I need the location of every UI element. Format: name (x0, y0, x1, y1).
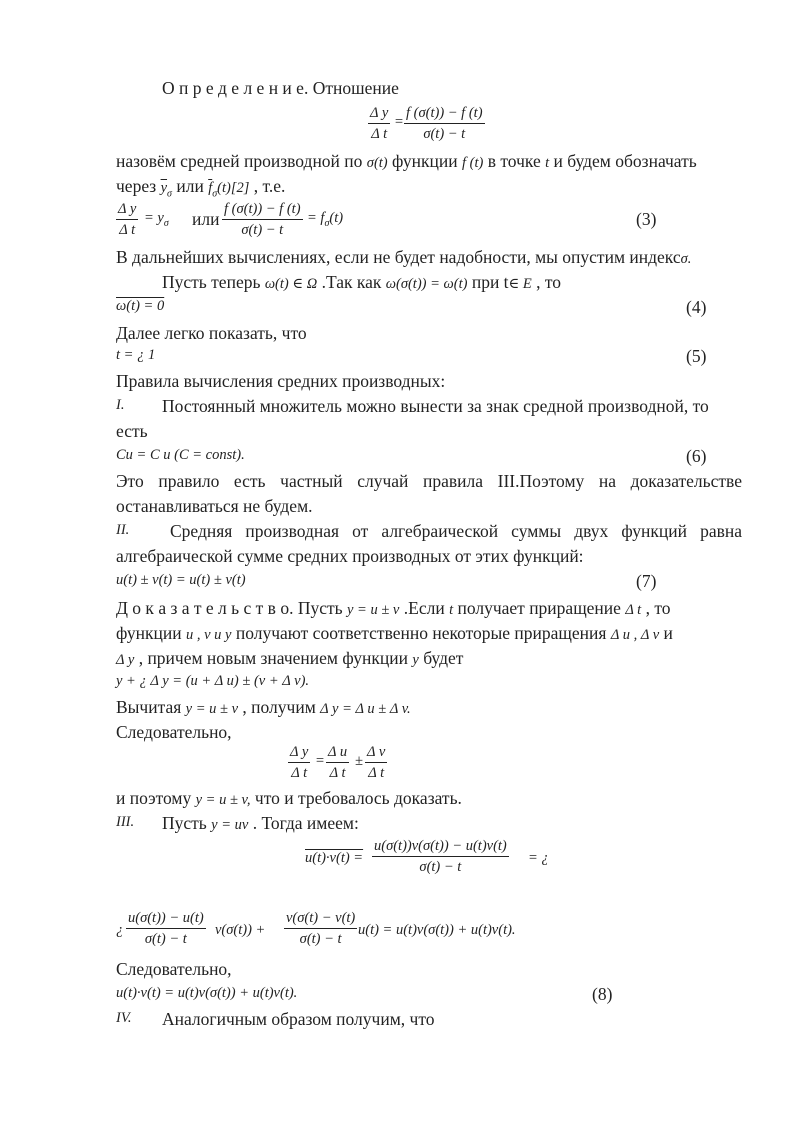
frac2-c (365, 744, 387, 782)
text: получают соответственно некоторые приращения (231, 623, 611, 643)
math: y = u ± v, (195, 792, 251, 808)
rule3-text (162, 812, 359, 836)
text: получает приращение (453, 598, 626, 618)
text: , получим (238, 697, 321, 717)
text: будет (418, 648, 464, 668)
text: и будем обозначать (549, 151, 697, 171)
math: y (412, 652, 419, 668)
math: ω(t) ∈ Ω (264, 276, 318, 292)
eq5-number: (5) (686, 346, 707, 366)
text: в точке (483, 151, 546, 171)
math: u , v u y (186, 627, 232, 643)
math: ω(σ(t)) = ω(t) (385, 276, 468, 292)
eq8: u(t)·v(t) = u(t)v(σ(t)) + u(t)v(t). (116, 985, 298, 1001)
plus-minus-sign: ± (355, 753, 363, 769)
paragraph-line: Это правило есть частный случай правила III.Поэтому на доказательстве (116, 471, 742, 491)
rule3-number: III. (116, 814, 135, 830)
text: при t (467, 272, 509, 292)
denominator: Δ t (119, 222, 136, 238)
text: Пусть (293, 598, 347, 618)
subscript: σ (167, 188, 172, 200)
paragraph-line: Правила вычисления средних производных: (116, 371, 446, 391)
subscript: σ (212, 188, 218, 200)
text: и поэтому (116, 788, 196, 808)
text: Пусть (162, 813, 212, 833)
paragraph-line (162, 271, 561, 295)
numerator: v(σ(t) − v(t) (284, 910, 357, 929)
paragraph-line (116, 246, 691, 270)
math: = y (144, 210, 164, 226)
eq-uv-lhs: u(t)·v(t) = (305, 850, 364, 866)
definition-fraction-lhs (368, 105, 390, 143)
text: , т.е. (249, 176, 286, 196)
text: В дальнейших вычислениях, если не будет надобности, мы опустим индекс (116, 247, 681, 267)
rule4-text: Аналогичным образом получим, что (162, 1009, 435, 1029)
proof-label: Д о к а з а т е л ь с т в о. (116, 598, 294, 618)
rule2-text: Средняя производная от алгебраической суммы двух функций равна (170, 521, 742, 541)
numerator: f (σ(t)) − f (t) (404, 105, 485, 124)
math: Δ u , Δ v (610, 627, 660, 643)
text: Пусть теперь (162, 272, 265, 292)
rule1-number: I. (116, 397, 125, 413)
equals-sign: = (394, 114, 404, 130)
math: σ(t) (366, 155, 388, 171)
eq3-lhs-fraction (116, 201, 138, 239)
paragraph-line: Следовательно, (116, 722, 232, 742)
eq-uv-fraction (372, 838, 509, 876)
frac2-a (288, 744, 310, 782)
paragraph-line (116, 787, 462, 811)
eq-long-fraction-1 (126, 910, 206, 948)
math: t (449, 602, 454, 618)
math: y = u ± v (347, 602, 400, 618)
denominator: Δ t (329, 765, 346, 781)
math: Δ y = Δ u ± Δ v. (320, 701, 411, 717)
text: , причем новым значением функции (134, 648, 413, 668)
text: Вычитая (116, 697, 186, 717)
paragraph-line (116, 696, 411, 720)
eq8-number: (8) (592, 984, 613, 1004)
numerator: u(σ(t))v(σ(t)) − u(t)v(t) (372, 838, 509, 857)
eq-uv-rest: = ¿ (528, 850, 549, 866)
denominator: σ(t) − t (241, 222, 284, 238)
paragraph-line (116, 622, 673, 646)
paragraph-line: Следовательно, (116, 959, 232, 979)
math: Δ y (116, 652, 135, 668)
eq-long-mid-2: u(t) = u(t)v(σ(t)) + u(t)v(t). (358, 922, 516, 938)
text: функции (116, 623, 186, 643)
subscript: σ (324, 217, 330, 229)
math: σ. (680, 251, 692, 267)
numerator: u(σ(t)) − u(t) (126, 910, 206, 929)
equals-sign: = (315, 753, 325, 769)
eq3-rhs-fraction (222, 201, 303, 239)
text: .Так как (317, 272, 386, 292)
definition-fraction-rhs (404, 105, 485, 143)
numerator: f (σ(t)) − f (t) (222, 201, 303, 220)
text: и (659, 623, 673, 643)
math: t (545, 155, 550, 171)
eq6-number: (6) (686, 446, 707, 466)
denominator: σ(t) − t (299, 931, 342, 947)
text: . Тогда имеем: (248, 813, 359, 833)
paragraph-line: алгебраической сумме средних производных от этих функций: (116, 546, 584, 566)
numerator: Δ v (365, 744, 387, 763)
numerator: Δ u (326, 744, 349, 763)
eq4-number: (4) (686, 297, 707, 317)
math: $\overline{f}$ (208, 180, 213, 196)
eq3-rhs-rest (307, 210, 343, 229)
math: y = u ± v (185, 701, 239, 717)
rule2-number: II. (116, 522, 130, 538)
text: через (116, 176, 161, 196)
text: , то (531, 272, 562, 292)
eq-y-increment: y + ¿ Δ y = (u + Δ u) ± (v + Δ v). (116, 673, 310, 689)
definition-text: Отношение (308, 78, 399, 98)
rule4-number: IV. (116, 1010, 132, 1026)
denominator: σ(t) − t (144, 931, 187, 947)
text: , то (641, 598, 671, 618)
eq3-lhs-rest (144, 210, 169, 229)
denominator: Δ t (291, 765, 308, 781)
denominator: σ(t) − t (423, 126, 466, 142)
definition-heading (162, 77, 399, 99)
eq6: Cu = C u (C = const). (116, 447, 245, 463)
eq3-number: (3) (636, 209, 657, 229)
eq4: ω(t) = 0 (116, 298, 165, 314)
paragraph-line: есть (116, 421, 148, 441)
paragraph-line: останавливаться не будем. (116, 496, 313, 516)
math: y = uv (211, 817, 249, 833)
denominator: Δ t (371, 126, 388, 142)
eq7-number: (7) (636, 571, 657, 591)
eq3-or: или (192, 209, 220, 229)
numerator: Δ y (116, 201, 138, 220)
denominator: σ(t) − t (419, 859, 462, 875)
math: $\overline{y}$ (160, 180, 168, 196)
frac2-b (326, 744, 349, 782)
denominator: Δ t (368, 765, 385, 781)
eq-long-fraction-2 (284, 910, 357, 948)
numerator: Δ y (368, 105, 390, 124)
text: функции (387, 151, 463, 171)
subscript: σ (163, 217, 169, 229)
eq5: t = ¿ 1 (116, 347, 156, 363)
paragraph-line: Далее легко показать, что (116, 323, 307, 343)
numerator: Δ y (288, 744, 310, 763)
text: .Если (399, 598, 450, 618)
definition-label: О п р е д е л е н и е. (162, 78, 309, 98)
eq-long-mid-1: v(σ(t)) + (215, 922, 266, 938)
math: ∈ E (508, 276, 532, 292)
paragraph-line (116, 150, 697, 174)
paragraph-line (116, 647, 463, 671)
text: или (171, 176, 209, 196)
text: что и требовалось доказать. (250, 788, 462, 808)
eq-long-prefix: ¿ (116, 922, 124, 938)
eq7: u(t) ± v(t) = u(t) ± v(t) (116, 572, 246, 588)
math: (t) (329, 210, 344, 226)
math: Δ t (625, 602, 642, 618)
text: назовём средней производной по (116, 151, 367, 171)
proof-line (116, 597, 671, 621)
math: (t)[2] (217, 180, 250, 196)
rule1-text: Постоянный множитель можно вынести за знак средной производной, то (162, 396, 709, 416)
math: = f (307, 210, 325, 226)
math: f (t) (462, 155, 484, 171)
